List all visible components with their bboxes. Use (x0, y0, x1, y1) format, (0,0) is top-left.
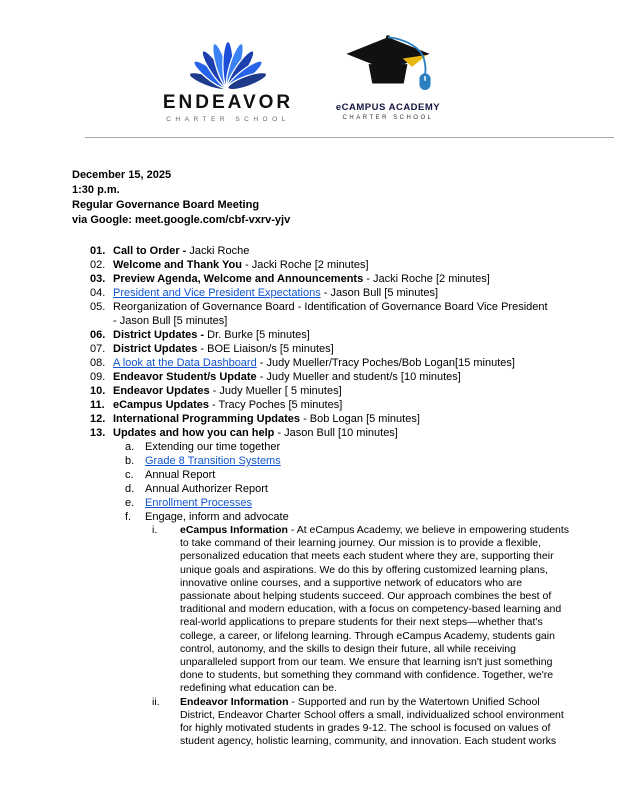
item-text: Welcome and Thank You (113, 259, 242, 271)
item-marker: c. (125, 469, 134, 481)
item-content (180, 696, 572, 749)
item-content (113, 328, 572, 342)
item-marker: 07. (90, 343, 106, 355)
item-content (113, 412, 572, 426)
agenda-item (90, 356, 572, 370)
agenda-item (90, 426, 572, 440)
item-text: - Jason Bull [10 minutes] (274, 427, 398, 439)
item-marker: f. (125, 511, 132, 523)
item-text: Annual Authorizer Report (145, 483, 268, 495)
endeavor-fan-icon (186, 34, 270, 90)
item-text: International Programming Updates (113, 413, 301, 425)
agenda-link[interactable]: President and Vice President Expectations (113, 287, 321, 299)
item-marker: i. (152, 524, 158, 536)
agenda-item (125, 440, 572, 454)
ecampus-wordmark: eCAMPUS ACADEMY (335, 102, 441, 113)
agenda-item (125, 454, 572, 468)
item-marker: 02. (90, 259, 106, 271)
item-marker: ii. (152, 695, 160, 708)
item-text: - Jason Bull [5 minutes] (320, 287, 439, 299)
item-marker: 06. (90, 329, 106, 341)
item-text: - Jacki Roche [2 minutes] (241, 259, 369, 271)
item-text: Updates and how you can help (113, 427, 275, 439)
item-content (145, 510, 572, 524)
agenda-item (90, 286, 572, 300)
item-marker: 09. (90, 371, 106, 383)
item-text: - Tracy Poches [5 minutes] (208, 399, 343, 411)
item-content (113, 342, 572, 356)
item-marker: 01. (90, 245, 106, 257)
item-text: Jacki Roche (189, 245, 250, 257)
agenda-item (90, 370, 572, 384)
item-text: - Supported and run by the Watertown Unified School District, Endeavor Charter School offers a small, individualized school environment for highly motivated students in grades 9-12. The school is focused on values of student agency, holistic learning, community, and innovation. Each student works (180, 695, 564, 748)
meeting-info (72, 168, 572, 228)
item-text: - Judy Mueller [ 5 minutes] (209, 385, 342, 397)
header-divider (85, 137, 614, 138)
item-content (145, 440, 572, 454)
item-marker: d. (125, 483, 135, 495)
item-text: eCampus Information (180, 524, 288, 536)
agenda-item (90, 384, 572, 398)
item-marker: 05. (90, 301, 106, 313)
agenda-item (125, 468, 572, 482)
meeting-time: 1:30 p.m. (72, 184, 120, 196)
item-text: - Judy Mueller and student/s [10 minutes] (256, 371, 461, 383)
item-text: Endeavor Information (180, 695, 289, 708)
item-text: - Jacki Roche [2 minutes] (363, 273, 490, 285)
item-text: - Bob Logan [5 minutes] (300, 413, 420, 425)
agenda-link[interactable]: Grade 8 Transition Systems (145, 455, 281, 467)
item-text: District Updates - (113, 329, 208, 341)
item-marker: b. (125, 455, 135, 467)
item-text: Endeavor Updates (113, 385, 210, 397)
agenda-item (90, 398, 572, 412)
item-text: Endeavor Student/s Update (113, 371, 257, 383)
ecampus-logo (318, 28, 458, 121)
ecampus-tagline: CHARTER SCHOOL (342, 115, 434, 121)
item-marker: e. (125, 497, 135, 509)
item-text: eCampus Updates (113, 399, 209, 411)
item-content (113, 272, 572, 286)
item-text: Annual Report (145, 469, 216, 481)
graduation-cap-icon (328, 28, 448, 102)
item-text: District Updates (113, 343, 198, 355)
agenda-item (125, 496, 572, 510)
item-content (113, 286, 572, 300)
agenda-item (90, 300, 572, 328)
agenda-item (90, 244, 572, 258)
item-marker: a. (125, 441, 135, 453)
agenda-item (90, 258, 572, 272)
item-text: Reorganization of Governance Board - Identification of Governance Board Vice President (113, 301, 548, 313)
meeting-location: via Google: meet.google.com/cbf-vxrv-yjv (72, 214, 291, 226)
endeavor-logo (148, 34, 308, 123)
agenda-link[interactable]: A look at the Data Dashboard (113, 357, 257, 369)
item-content (145, 454, 572, 468)
item-text: - BOE Liaison/s [5 minutes] (197, 343, 334, 355)
item-content (113, 398, 572, 412)
item-content (113, 370, 572, 384)
item-content (113, 426, 572, 440)
agenda-link[interactable]: Enrollment Processes (145, 497, 252, 509)
item-content (113, 356, 572, 370)
agenda-list (90, 244, 572, 748)
item-text: Engage, inform and advocate (145, 511, 289, 523)
item-content (113, 300, 572, 328)
item-text: - At eCampus Academy, we believe in empowering students to take command of their learning journey. Our mission is to provide a flexible, personalized education that meets each student where they are, supporting their unique goals and aspirations. We do this by offering customized learning plans, innovative online courses, and a supportive network of educators who are passionate about helping students succeed. Our approach combines the best of traditional and modern education, with a focus on competency-based learning and real-world applications to prepare students for their next steps—whether that's college, a career, or lifelong learning. Through eCampus Academy, students gain control, autonomy, and the skills to design their future, all while receiving unparalleled support from our team. We ensure that learning isn't just something done to students, but something they command with confidence. Together, we're redefining what education can be. (180, 524, 570, 695)
item-text: - Jason Bull [5 minutes] (113, 315, 228, 327)
item-text: - Judy Mueller/Tracy Poches/Bob Logan[15 minutes] (256, 357, 515, 369)
agenda-item (90, 412, 572, 426)
item-marker: 04. (90, 287, 106, 299)
endeavor-tagline: CHARTER SCHOOL (166, 116, 290, 123)
item-marker: 08. (90, 357, 106, 369)
item-marker: 13. (90, 427, 106, 439)
agenda-item (152, 524, 572, 696)
item-marker: 10. (90, 385, 106, 397)
item-text: Dr. Burke [5 minutes] (207, 329, 310, 341)
item-content (180, 524, 572, 696)
item-content (145, 468, 572, 482)
agenda-item (125, 482, 572, 496)
item-marker: 12. (90, 413, 106, 425)
agenda-item (90, 342, 572, 356)
agenda-item (90, 328, 572, 342)
item-content (113, 258, 572, 272)
document-content (72, 168, 572, 748)
item-content (113, 244, 572, 258)
item-content (145, 482, 572, 496)
item-content (145, 496, 572, 510)
meeting-title: Regular Governance Board Meeting (72, 199, 260, 211)
item-text: Preview Agenda, Welcome and Announcements (113, 273, 364, 285)
agenda-item (125, 510, 572, 524)
item-marker: 03. (90, 273, 106, 285)
agenda-item (152, 696, 572, 749)
item-text: Call to Order - (113, 245, 190, 257)
item-text: Extending our time together (145, 441, 281, 453)
document-header (0, 0, 618, 150)
endeavor-wordmark: ENDEAVOR (162, 92, 294, 113)
meeting-date: December 15, 2025 (72, 169, 172, 181)
item-content (113, 384, 572, 398)
agenda-item (90, 272, 572, 286)
item-marker: 11. (90, 399, 105, 411)
